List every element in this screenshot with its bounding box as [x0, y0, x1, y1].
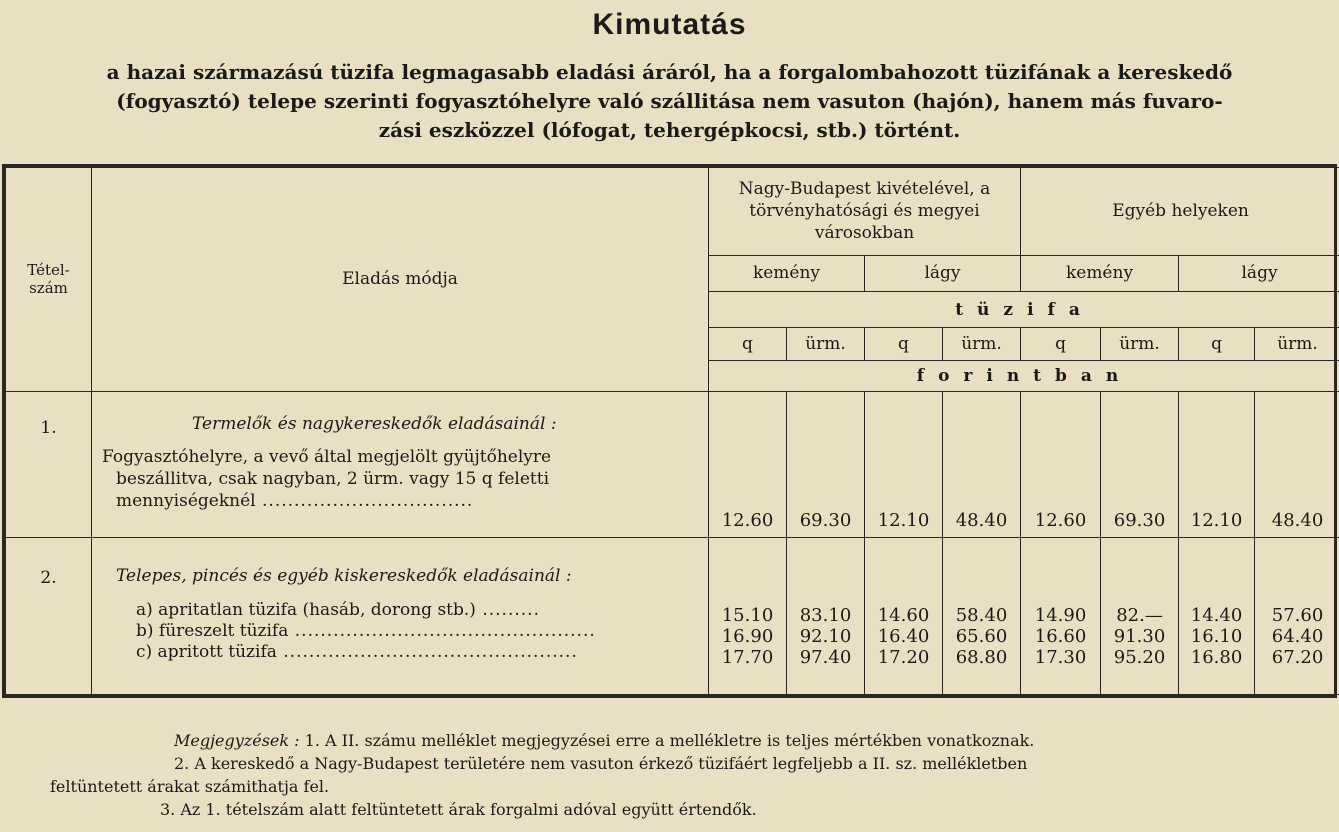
value: 15.10	[721, 605, 774, 626]
notes-label: Megjegyzések :	[174, 731, 300, 750]
subtitle-line: a hazai származású tüzifa legmagasabb eladási áráról, ha a forgalombahozott tüzifának a kereskedő	[106, 60, 1233, 84]
value-cell: 48.40	[943, 391, 1021, 537]
value-cell: 69.30	[1101, 391, 1179, 537]
header-lagy: lágy	[865, 255, 1021, 291]
item-line: b) füreszelt tüzifa ...............................................	[136, 620, 596, 641]
row-number: 1.	[6, 391, 92, 537]
item-label: b) füreszelt tüzifa	[136, 620, 289, 641]
row-description	[92, 537, 709, 694]
header-q: q	[865, 328, 943, 361]
desc-line: beszállitva, csak nagyban, 2 ürm. vagy 15 q feletti	[116, 468, 550, 489]
desc-line: Fogyasztóhelyre, a vevő által megjelölt gyüjtőhelyre	[102, 446, 552, 467]
value-cell	[787, 537, 865, 694]
header-kemeny: kemény	[1021, 255, 1179, 291]
note-line	[0, 729, 1339, 752]
table-row	[6, 391, 1339, 537]
notes	[0, 729, 1339, 821]
value-cell	[1021, 537, 1101, 694]
value: 64.40	[1271, 626, 1324, 647]
value: 14.90	[1034, 605, 1087, 626]
note-text: 1. A II. számu melléklet megjegyzései erre a mellékletre is teljes mértékben vonatkoznak.	[304, 731, 1035, 750]
header-urm: ürm.	[1255, 328, 1339, 361]
desc-line-text: mennyiségeknél	[116, 490, 256, 511]
value-cell	[865, 537, 943, 694]
value: 82.—	[1116, 605, 1163, 626]
value: 83.10	[799, 605, 852, 626]
desc-line: mennyiségeknél .................................	[116, 490, 474, 511]
value-cell: 12.60	[709, 391, 787, 537]
value-cell	[709, 537, 787, 694]
value-cell	[1101, 537, 1179, 694]
header-kemeny: kemény	[709, 255, 865, 291]
header-urm: ürm.	[943, 328, 1021, 361]
value: 17.70	[721, 647, 774, 668]
note-line: feltüntetett árakat számithatja fel.	[50, 777, 330, 796]
price-table	[2, 164, 1337, 698]
value-cell	[1255, 537, 1339, 694]
value: 16.40	[877, 626, 930, 647]
header-q: q	[709, 328, 787, 361]
table-row	[6, 537, 1339, 694]
value-cell	[943, 537, 1021, 694]
value: 67.20	[1271, 647, 1324, 668]
value: 92.10	[799, 626, 852, 647]
note-line: 2. A kereskedő a Nagy-Budapest területére nem vasuton érkező tüzifáért legfeljebb a II. sz. mellékletben	[174, 754, 1028, 773]
header-q: q	[1021, 328, 1101, 361]
value: 17.20	[877, 647, 930, 668]
value-cell	[1179, 537, 1255, 694]
header-urm: ürm.	[1101, 328, 1179, 361]
header-q: q	[1179, 328, 1255, 361]
header-forintban: forintban	[709, 361, 1339, 391]
row-description	[92, 391, 709, 537]
value: 16.10	[1190, 626, 1243, 647]
subtitle-line: zási eszközzel (lófogat, tehergépkocsi, stb.) történt.	[378, 118, 961, 142]
value-cell: 12.10	[865, 391, 943, 537]
value-cell: 69.30	[787, 391, 865, 537]
row-title: Termelők és nagykereskedők eladásainál :	[192, 413, 557, 434]
header-group-other: Egyéb helyeken	[1021, 168, 1339, 256]
value: 95.20	[1113, 647, 1166, 668]
subtitle-line: (fogyasztó) telepe szerinti fogyasztóhelyre való szállitása nem vasuton (hajón), hanem más fuvaro-	[116, 89, 1223, 113]
value: 17.30	[1034, 647, 1087, 668]
value: 57.60	[1271, 605, 1324, 626]
value: 65.60	[955, 626, 1008, 647]
subtitle	[0, 58, 1339, 145]
value-cell: 12.60	[1021, 391, 1101, 537]
value: 91.30	[1113, 626, 1166, 647]
row-title: Telepes, pincés és egyéb kiskereskedők eladásainál :	[116, 565, 572, 586]
value: 14.40	[1190, 605, 1243, 626]
item-line: c) apritott tüzifa ..............................................	[136, 641, 578, 662]
header-tetelszam: Tétel-szám	[6, 168, 92, 392]
note-line: 3. Az 1. tételszám alatt feltüntetett árak forgalmi adóval együtt értendők.	[160, 800, 757, 819]
value: 14.60	[877, 605, 930, 626]
header-urm: ürm.	[787, 328, 865, 361]
value: 16.60	[1034, 626, 1087, 647]
item-label: c) apritott tüzifa	[136, 641, 277, 662]
header-eladas-modja: Eladás módja	[92, 168, 709, 392]
header-group-cities: Nagy-Budapest kivételével, a törvényhatósági és megyei városokban	[709, 168, 1021, 256]
header-lagy: lágy	[1179, 255, 1339, 291]
row-number: 2.	[6, 537, 92, 694]
value: 16.80	[1190, 647, 1243, 668]
value: 16.90	[721, 626, 774, 647]
page-title: Kimutatás	[592, 8, 747, 41]
value: 97.40	[799, 647, 852, 668]
item-label: a) apritatlan tüzifa (hasáb, dorong stb.)	[136, 599, 476, 620]
value: 58.40	[955, 605, 1008, 626]
value: 68.80	[955, 647, 1008, 668]
header-tuzifa: tüzifa	[709, 291, 1339, 327]
value-cell: 12.10	[1179, 391, 1255, 537]
value-cell: 48.40	[1255, 391, 1339, 537]
item-line: a) apritatlan tüzifa (hasáb, dorong stb.) .........	[136, 599, 540, 620]
